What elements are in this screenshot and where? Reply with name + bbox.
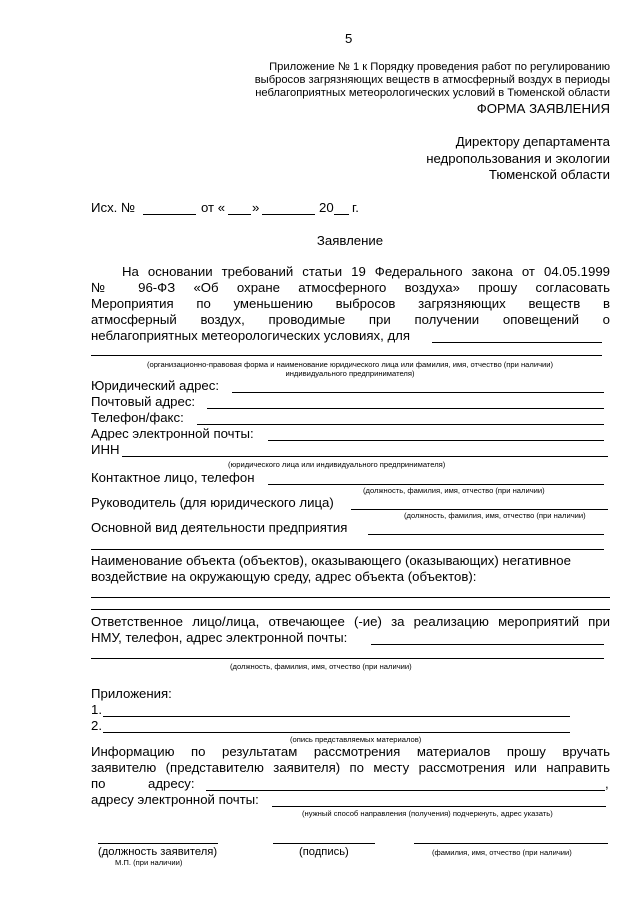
responsible-field-2[interactable] — [91, 658, 604, 659]
phone-fax-field[interactable] — [197, 424, 604, 425]
result-line-2: заявителю (представителю заявителя) по месту рассмотрения или направить — [91, 760, 610, 775]
postal-address-label: Почтовый адрес: — [91, 394, 196, 409]
result-caption: (нужный способ направления (получения) подчеркнуть, адрес указать) — [302, 809, 553, 818]
postal-address-field[interactable] — [207, 408, 604, 409]
legal-address-label: Юридический адрес: — [91, 378, 220, 393]
appendix-line-3: неблагоприятных метеорологических условий в Тюменской области — [255, 87, 610, 99]
phone-fax-label: Телефон/факс: — [91, 410, 184, 425]
addressee-line-2: недропользования и экологии — [426, 151, 610, 166]
form-title: ФОРМА ЗАЯВЛЕНИЯ — [476, 101, 610, 116]
activity-field[interactable] — [368, 534, 604, 535]
outgoing-number-field[interactable] — [143, 214, 196, 215]
responsible-field[interactable] — [371, 644, 604, 645]
responsible-line-1: Ответственное лицо/лица, отвечающее (-ие) за реализацию мероприятий при — [91, 614, 610, 629]
email-delivery-field[interactable] — [272, 806, 606, 807]
inn-caption: (юридического лица или индивидуального предпринимателя) — [228, 460, 446, 469]
head-caption: (должность, фамилия, имя, отчество (при наличии) — [404, 511, 586, 520]
year-suffix: г. — [352, 200, 359, 215]
year-prefix: 20 — [319, 200, 334, 215]
object-line-1: Наименование объекта (объектов), оказывающего (оказывающих) негативное — [91, 553, 571, 568]
quote-close: » — [252, 200, 260, 215]
email-label: Адрес электронной почты: — [91, 426, 254, 441]
inn-label: ИНН — [91, 442, 120, 457]
signature-caption: (подпись) — [299, 846, 349, 858]
attachments-title: Приложения: — [91, 686, 172, 701]
attachment-1-field[interactable] — [103, 716, 570, 717]
attachment-2-field[interactable] — [103, 732, 570, 733]
head-field[interactable] — [351, 509, 608, 510]
signature-line[interactable] — [273, 843, 375, 844]
object-line-2: воздействие на окружающую среду, адрес объекта (объектов): — [91, 569, 477, 584]
attachment-2-number: 2. — [91, 718, 102, 733]
object-field-1[interactable] — [91, 597, 610, 598]
org-name-field[interactable] — [432, 342, 602, 343]
head-label: Руководитель (для юридического лица) — [91, 495, 334, 510]
legal-address-field[interactable] — [232, 392, 604, 393]
result-line-3-a: по — [91, 776, 106, 791]
name-signature-line[interactable] — [414, 843, 608, 844]
addressee-line-1: Директору департамента — [455, 134, 610, 149]
intro-line-2: № 96-ФЗ «Об охране атмосферного воздуха» прошу согласовать — [91, 280, 610, 295]
position-caption: (должность заявителя) — [98, 846, 218, 858]
org-caption-1: (организационно-правовая форма и наименование юридического лица или фамилия, имя, отчество (при наличии) — [146, 360, 554, 369]
addressee-line-3: Тюменской области — [488, 167, 610, 182]
seal-caption: М.П. (при наличии) — [115, 858, 183, 867]
contact-person-field[interactable] — [268, 484, 604, 485]
postal-delivery-field[interactable] — [206, 790, 605, 791]
outgoing-number-label: Исх. № — [91, 200, 136, 215]
attachment-1-number: 1. — [91, 702, 102, 717]
document-title: Заявление — [316, 233, 384, 248]
responsible-caption: (должность, фамилия, имя, отчество (при наличии) — [230, 662, 412, 671]
date-day-field[interactable] — [228, 214, 251, 215]
result-line-3-end: , — [605, 776, 609, 791]
name-caption: (фамилия, имя, отчество (при наличии) — [432, 848, 572, 857]
page-number: 5 — [345, 31, 353, 46]
intro-line-1: На основании требований статьи 19 Федерального закона от 04.05.1999 — [122, 264, 610, 279]
appendix-line-1: Приложение № 1 к Порядку проведения работ по регулированию — [269, 61, 610, 73]
intro-line-4: атмосферный воздух, проводимые при получении оповещений о — [91, 312, 610, 327]
attachments-caption: (опись представляемых материалов) — [290, 735, 422, 744]
activity-field-2[interactable] — [91, 549, 604, 550]
position-signature-line[interactable] — [98, 843, 218, 844]
responsible-line-2: НМУ, телефон, адрес электронной почты: — [91, 630, 348, 645]
result-line-1: Информацию по результатам рассмотрения материалов прошу вручать — [91, 744, 610, 759]
date-year-field[interactable] — [334, 214, 349, 215]
intro-line-3: Мероприятия по уменьшению выбросов загрязняющих веществ в — [91, 296, 610, 311]
org-caption-2: индивидуального предпринимателя) — [285, 369, 415, 378]
inn-field[interactable] — [122, 456, 608, 457]
appendix-line-2: выбросов загрязняющих веществ в атмосферный воздух в периоды — [254, 74, 610, 86]
activity-label: Основной вид деятельности предприятия — [91, 520, 348, 535]
result-line-4: адресу электронной почты: — [91, 792, 259, 807]
email-field[interactable] — [268, 440, 604, 441]
intro-line-5: неблагоприятных метеорологических условиях, для — [91, 328, 410, 343]
result-line-3-b: адресу: — [148, 776, 195, 791]
object-field-2[interactable] — [91, 609, 610, 610]
contact-person-label: Контактное лицо, телефон — [91, 470, 255, 485]
contact-caption: (должность, фамилия, имя, отчество (при наличии) — [363, 486, 545, 495]
date-from-label: от « — [201, 200, 226, 215]
org-name-field-2[interactable] — [91, 355, 602, 356]
date-month-field[interactable] — [262, 214, 315, 215]
